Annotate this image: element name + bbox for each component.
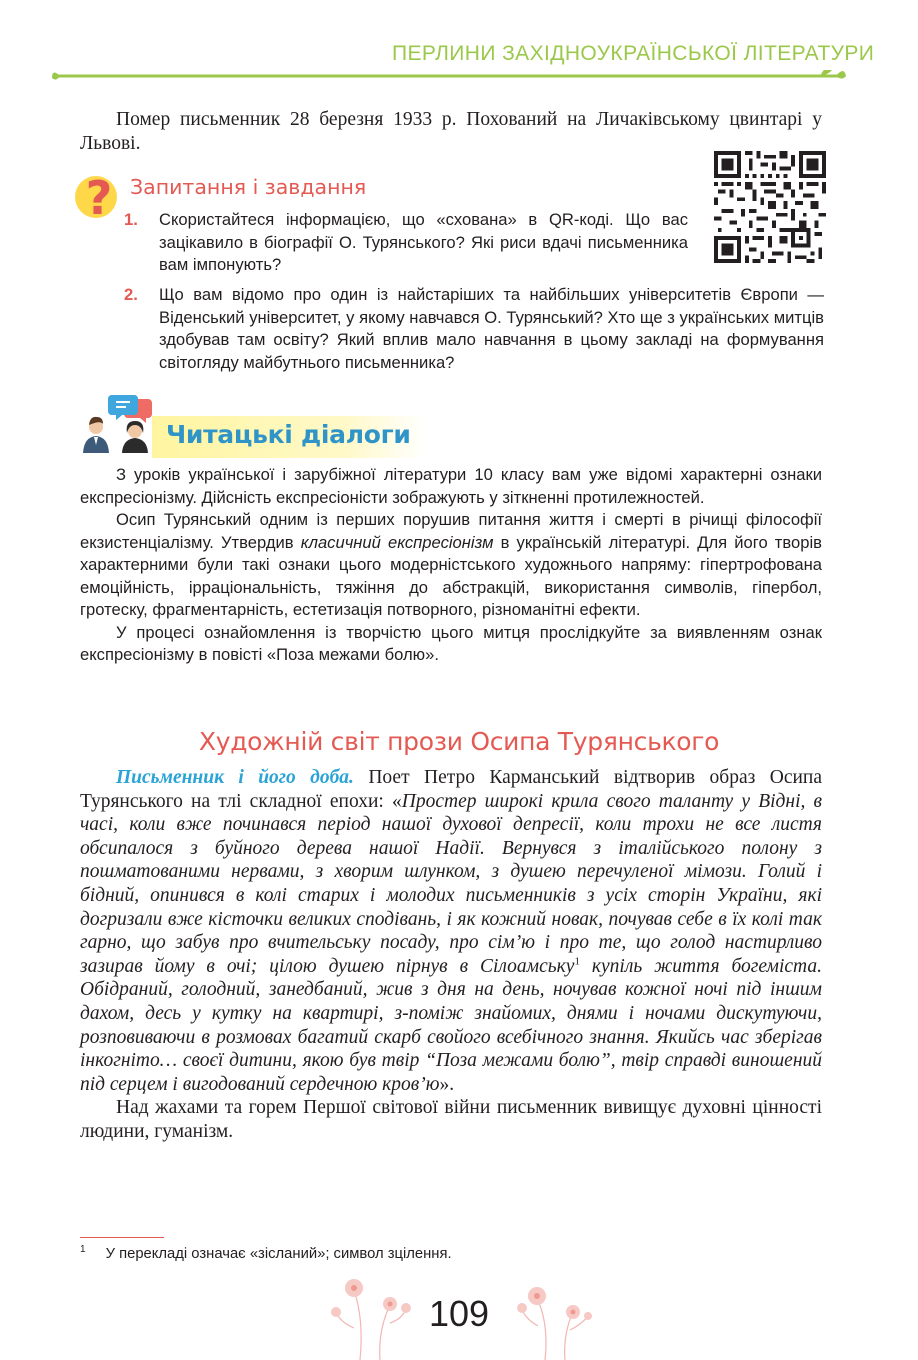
questions-heading: Запитання і завдання <box>130 175 367 199</box>
text-run: Осип Турянський одним із перших порушив питання життя і смерті в річищі філософії екзистенціалізму. Утвердив <box>80 510 822 552</box>
dialogs-text <box>80 464 822 667</box>
quote-part-2: купіль життя богеміста. Обідраний, голодний, занедбаний, жив з дня на день, ночував кожної ночі під іншим дахом, десь у кутку на квартирі, з-поміж знайомих, днями і ночами дискутуючи, розповиваючи в розмовах багатий скарб свойого всебічного знання. Якийсь час зберігав інкогніто… своєї дитини, якою був твір “Поза межами болю”, твір справді виношений під серцем і вигодований сердечною кров’ю <box>80 955 822 1095</box>
dialogs-heading: Читацькі діалоги <box>166 420 411 449</box>
main-paragraph-1 <box>80 766 822 1096</box>
dialogs-paragraph-3: У процесі ознайомлення із творчістю цього митця прослідкуйте за виявленням ознак експресіонізму в повісті «Поза межами болю». <box>80 622 822 664</box>
footnote-divider <box>80 1237 164 1238</box>
footnote-text: У перекладі означає «зісланий»; символ зцілення. <box>105 1245 452 1262</box>
question-text: Скористайтеся інформацією, що «схована» в QR-коді. Що вас зацікавило в біографії О. Турянського? Які риси вдачі письменника вам імпонують? <box>159 210 688 274</box>
dialogs-paragraph-1: З уроків української і зарубіжної літератури 10 класу вам уже відомі характерні ознаки експресіонізму. Дійсність експресіоністи зображують у зіткненні протилежностей. <box>80 465 822 507</box>
running-header: ПЕРЛИНИ ЗАХІДНОУКРАЇНСЬКОЇ ЛІТЕРАТУРИ <box>392 42 875 65</box>
intro-text: Помер письменник 28 березня 1933 р. Похований на Личаківському цвинтарі у Львові. <box>80 109 822 154</box>
question-number: 1. <box>124 210 138 229</box>
header-vine-rule <box>50 70 850 86</box>
text-run: Поет Петро Карманський відтворив образ Осипа Турянського на тлі складної епохи: « <box>80 767 822 812</box>
emphasis-term: класичний експресіонізм <box>300 532 494 552</box>
footnote <box>80 1244 452 1262</box>
question-item-1 <box>124 209 688 277</box>
intro-paragraph <box>80 108 822 155</box>
svg-text:?: ? <box>85 171 113 224</box>
lead-in: Письменник і його доба. <box>116 767 354 788</box>
question-number: 2. <box>124 285 138 304</box>
quote-part-1: Простер широкі крила свого таланту у Відні, в часі, коли вже починався період нашої духової депресії, коли трохи не все листя обсипалося з буйного дерева нашої Надії. Вернувся з італійського полону з пошматованими нервами, з хворим шлунком, з душею перечуленої мімози. Голий і бідний, опинився в колі старих і молодих письменників з усіх сторін України, які догризали вже кісточки великих сподівань, і як кожний новак, почував себе в їх колі так гарно, що забув про вчительську посаду, про сім’ю і про те, що голод настирливо зазирав йому в очі; цілою душею пірнув в Сілоамську <box>80 790 822 977</box>
question-text: Що вам відомо про один із найстаріших та найбільших університетів Європи — Віденський університет, у якому навчався О. Турянський? Хто ще з українських митців здобував там освіту? Який вплив мало навчання в цьому закладі на формування світогляду майбутнього письменника? <box>159 285 824 372</box>
footnote-number: 1 <box>80 1244 86 1255</box>
quote-close: ». <box>439 1073 455 1095</box>
dialogs-paragraph-2 <box>80 509 822 622</box>
main-paragraph-2: Над жахами та горем Першої світової війни письменник вивищує духовні цінності людини, гуманізм. <box>80 1097 822 1142</box>
question-mark-icon <box>74 168 122 224</box>
question-item-2 <box>124 284 824 374</box>
main-text <box>80 766 822 1144</box>
footnote-marker[interactable]: 1 <box>574 955 580 968</box>
text-run: в українській літературі. Для його творів характерними були такі ознаки цього модерністського художнього напряму: гіпертрофована емоційність, ірраціональність, тяжіння до абстракцій, використання символів, гіпербол, гротеску, фрагментарність, естетизація потворного, різноманітні ефекти. <box>80 532 822 619</box>
page-number: 109 <box>428 1293 490 1334</box>
section-title: Художній світ прози Осипа Турянського <box>198 727 720 756</box>
qr-code[interactable] <box>714 151 826 263</box>
people-talking-icon <box>78 393 158 453</box>
